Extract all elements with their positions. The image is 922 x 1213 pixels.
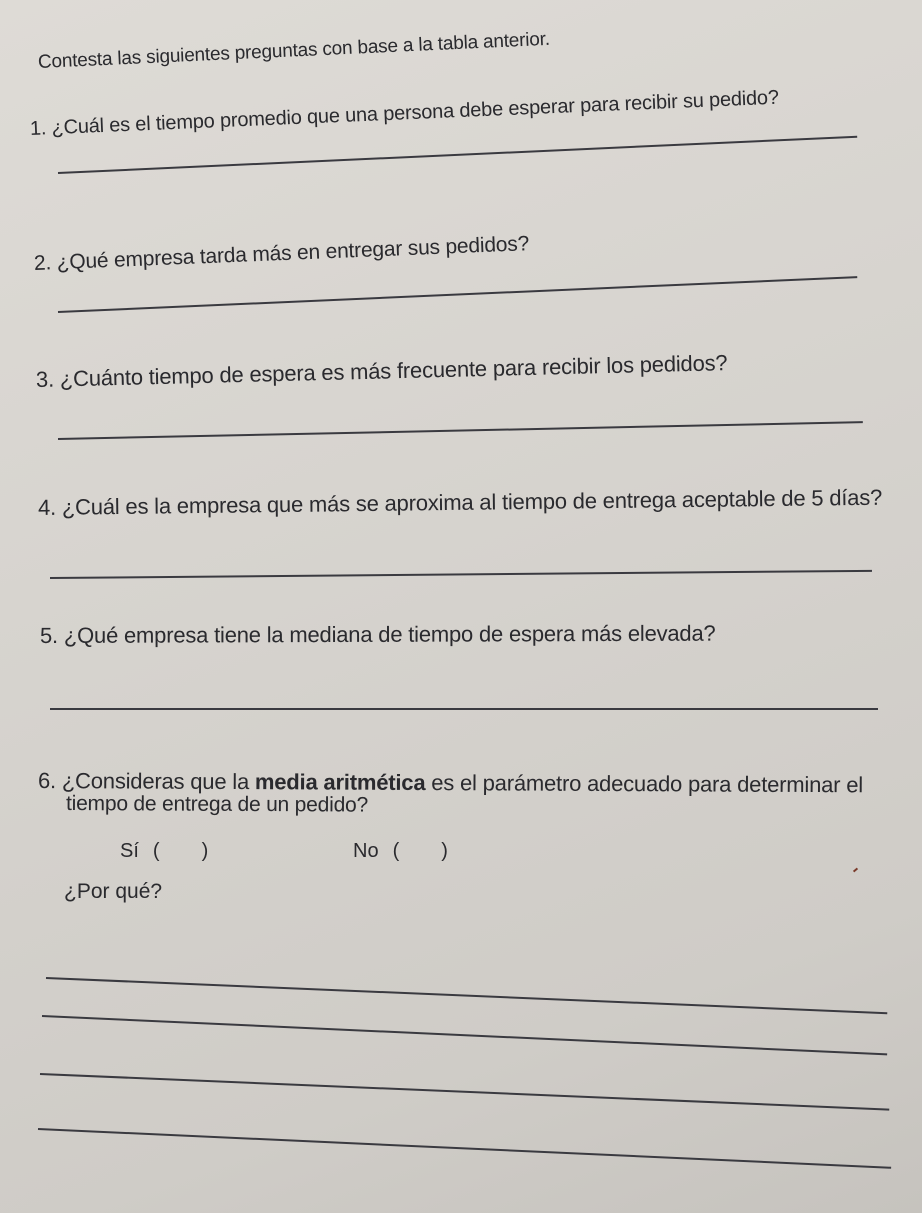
option-no-label: No: [353, 840, 379, 862]
pen-mark: [853, 868, 858, 873]
option-no-close-paren: ): [441, 840, 448, 862]
option-yes-open-paren: (: [152, 840, 160, 862]
why-prompt: ¿Por qué?: [64, 880, 163, 903]
question-6-text-end: es el parámetro adecuado para determinar el: [425, 770, 864, 798]
why-answer-line-2[interactable]: [42, 1015, 887, 1055]
answer-line-4[interactable]: [50, 570, 872, 579]
question-2: 2. ¿Qué empresa tarda más en entregar sus pedidos?: [33, 232, 530, 275]
option-yes-close-paren: ): [201, 840, 209, 862]
question-5: 5. ¿Qué empresa tiene la mediana de tiempo de espera más elevada?: [39, 620, 716, 648]
option-yes[interactable]: [120, 840, 208, 863]
answer-line-5[interactable]: [50, 708, 878, 710]
answer-line-3[interactable]: [58, 421, 863, 440]
why-answer-line-3[interactable]: [40, 1073, 889, 1111]
instructions-text: Contesta las siguientes preguntas con base a la tabla anterior.: [37, 28, 551, 73]
question-6-emphasis: media aritmética: [254, 769, 426, 796]
answer-line-1[interactable]: [58, 136, 857, 174]
option-yes-label: Sí: [120, 840, 139, 862]
question-6-line-2: tiempo de entrega de un pedido?: [65, 792, 369, 817]
option-no-open-paren: (: [392, 840, 400, 862]
question-4: 4. ¿Cuál es la empresa que más se aproxima al tiempo de entrega aceptable de 5 días?: [37, 484, 883, 520]
option-no[interactable]: [353, 840, 448, 863]
answer-line-2[interactable]: [58, 276, 857, 313]
why-answer-line-1[interactable]: [46, 977, 887, 1014]
question-3: 3. ¿Cuánto tiempo de espera es más frecuente para recibir los pedidos?: [35, 350, 728, 392]
question-1: 1. ¿Cuál es el tiempo promedio que una persona debe esperar para recibir su pedido?: [29, 86, 780, 140]
why-answer-line-4[interactable]: [38, 1128, 891, 1169]
question-6-text-start: 6. ¿Consideras que la: [37, 768, 256, 795]
